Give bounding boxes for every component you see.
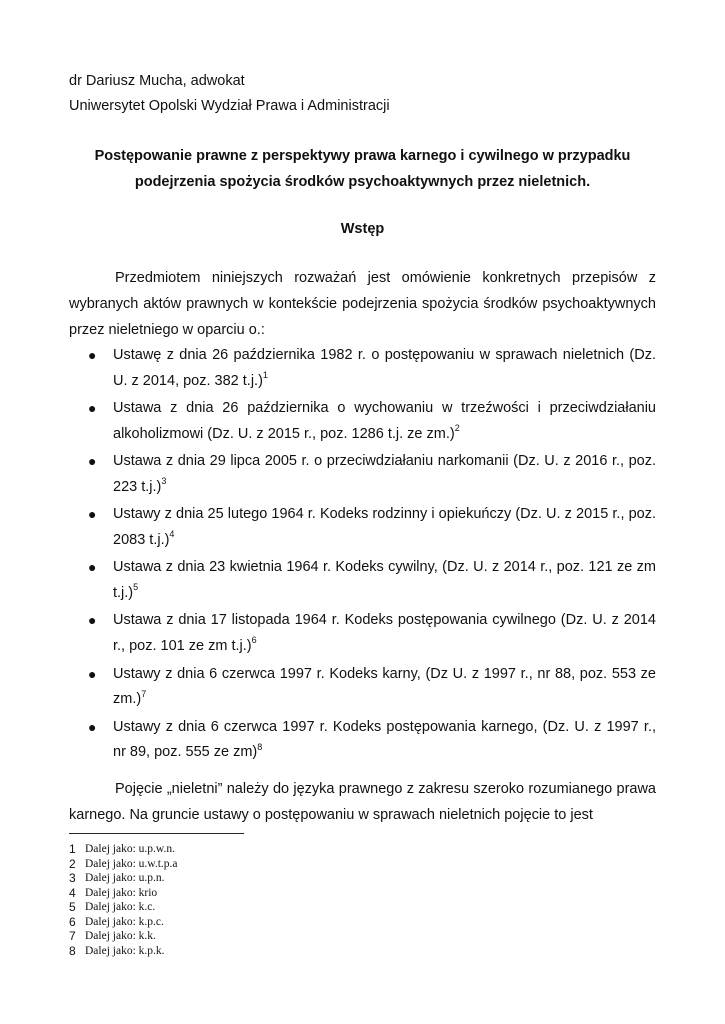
legal-acts-list bbox=[69, 343, 656, 768]
document-title bbox=[69, 144, 656, 195]
footnote-item bbox=[69, 900, 178, 915]
closing-text: Pojęcie „nieletni” należy do języka prawnego z zakresu szeroko rozumianego prawa karnego. Na gruncie ustawy o postępowaniu w sprawach nieletnich pojęcie to jest bbox=[69, 781, 656, 823]
bullet-icon: ● bbox=[88, 453, 97, 470]
list-item bbox=[69, 608, 656, 660]
bullet-icon: ● bbox=[88, 400, 97, 417]
list-item-text: Ustawy z dnia 6 czerwca 1997 r. Kodeks karny, (Dz U. z 1997 r., nr 88, poz. 553 ze zm.) bbox=[113, 665, 656, 708]
footnote-item bbox=[69, 871, 178, 886]
footnote-number: 4 bbox=[69, 885, 76, 900]
footnote-number: 8 bbox=[69, 943, 76, 958]
footnote-ref: 6 bbox=[251, 635, 257, 646]
bullet-icon: ● bbox=[88, 559, 97, 576]
list-item-text: Ustawa z dnia 29 lipca 2005 r. o przeciwdziałaniu narkomanii (Dz. U. z 2016 r., poz. 223 t.j.) bbox=[113, 453, 656, 495]
footnote-text: Dalej jako: k.c. bbox=[85, 901, 156, 913]
list-item bbox=[69, 396, 656, 448]
footnote-text: Dalej jako: krio bbox=[85, 886, 158, 899]
footnote-text: Dalej jako: k.p.c. bbox=[85, 915, 164, 928]
list-item-text: Ustawę z dnia 26 października 1982 r. o postępowaniu w sprawach nieletnich (Dz. U. z 2014, poz. 382 t.j.) bbox=[113, 347, 656, 389]
footnote-ref: 7 bbox=[141, 688, 147, 699]
footnote-text: Dalej jako: k.k. bbox=[85, 930, 156, 942]
footnote-number: 5 bbox=[69, 900, 76, 914]
footnote-ref: 4 bbox=[169, 529, 175, 540]
title-line-1: Postępowanie prawne z perspektywy prawa karnego i cywilnego w przypadku bbox=[94, 148, 631, 164]
footnote-text: Dalej jako: u.p.n. bbox=[85, 872, 165, 884]
bullet-icon: ● bbox=[88, 347, 97, 363]
list-item-text: Ustawa z dnia 23 kwietnia 1964 r. Kodeks cywilny, (Dz. U. z 2014 r., poz. 121 ze zm t.j.) bbox=[113, 559, 656, 602]
author-block bbox=[69, 69, 390, 119]
list-item bbox=[69, 662, 656, 714]
title-line-2: podejrzenia spożycia środków psychoaktywnych przez nieletnich. bbox=[134, 173, 591, 190]
footnote-item bbox=[69, 915, 178, 930]
footnote-number: 1 bbox=[69, 842, 76, 856]
list-item-text: Ustawa z dnia 17 listopada 1964 r. Kodeks postępowania cywilnego (Dz. U. z 2014 r., poz. 101 ze zm t.j.) bbox=[113, 612, 656, 655]
intro-paragraph bbox=[69, 266, 656, 343]
list-item-text: Ustawy z dnia 6 czerwca 1997 r. Kodeks postępowania karnego, (Dz. U. z 1997 r., nr 89, poz. 555 ze zm) bbox=[113, 718, 656, 761]
footnote-ref: 2 bbox=[454, 423, 460, 434]
footnote-ref: 3 bbox=[161, 476, 167, 487]
closing-paragraph bbox=[69, 777, 656, 829]
footnote-number: 7 bbox=[69, 929, 76, 943]
footnote-item bbox=[69, 886, 178, 901]
bullet-icon: ● bbox=[88, 665, 97, 682]
author-name: dr Dariusz Mucha, adwokat bbox=[69, 73, 245, 89]
footnote-number: 2 bbox=[69, 856, 76, 871]
author-affiliation: Uniwersytet Opolski Wydział Prawa i Administracji bbox=[69, 98, 390, 114]
footnote-text: Dalej jako: u.p.w.n. bbox=[85, 843, 175, 855]
intro-text: Przedmiotem niniejszych rozważań jest omówienie konkretnych przepisów z wybranych aktów prawnych w kontekście podejrzenia spożycia środków psychoaktywnych przez nieletniego w oparciu o.: bbox=[69, 270, 656, 338]
footnote-number: 6 bbox=[69, 914, 76, 929]
footnote-divider bbox=[69, 833, 244, 834]
list-item-text: Ustawa z dnia 26 października o wychowaniu w trzeźwości i przeciwdziałaniu alkoholizmowi (Dz. U. z 2015 r., poz. 1286 t.j. ze zm.) bbox=[113, 400, 656, 442]
footnote-ref: 8 bbox=[257, 741, 263, 752]
list-item bbox=[69, 715, 656, 767]
list-item bbox=[69, 555, 656, 607]
footnote-item bbox=[69, 929, 178, 944]
footnote-item bbox=[69, 842, 178, 857]
footnote-ref: 1 bbox=[262, 369, 268, 380]
footnote-text: Dalej jako: u.w.t.p.a bbox=[85, 857, 178, 870]
footnotes-list bbox=[69, 842, 178, 958]
bullet-icon: ● bbox=[88, 506, 97, 523]
bullet-icon: ● bbox=[88, 612, 97, 629]
footnote-text: Dalej jako: k.p.k. bbox=[85, 944, 165, 957]
list-item bbox=[69, 343, 656, 395]
footnote-number: 3 bbox=[69, 871, 76, 885]
list-item bbox=[69, 449, 656, 501]
section-heading: Wstęp bbox=[340, 221, 385, 237]
list-item-text: Ustawy z dnia 25 lutego 1964 r. Kodeks rodzinny i opiekuńczy (Dz. U. z 2015 r., poz. 2083 t.j.) bbox=[113, 506, 656, 549]
footnote-ref: 5 bbox=[133, 582, 139, 593]
bullet-icon: ● bbox=[88, 718, 97, 735]
footnote-item bbox=[69, 857, 178, 872]
list-item bbox=[69, 502, 656, 554]
footnote-item bbox=[69, 944, 178, 959]
